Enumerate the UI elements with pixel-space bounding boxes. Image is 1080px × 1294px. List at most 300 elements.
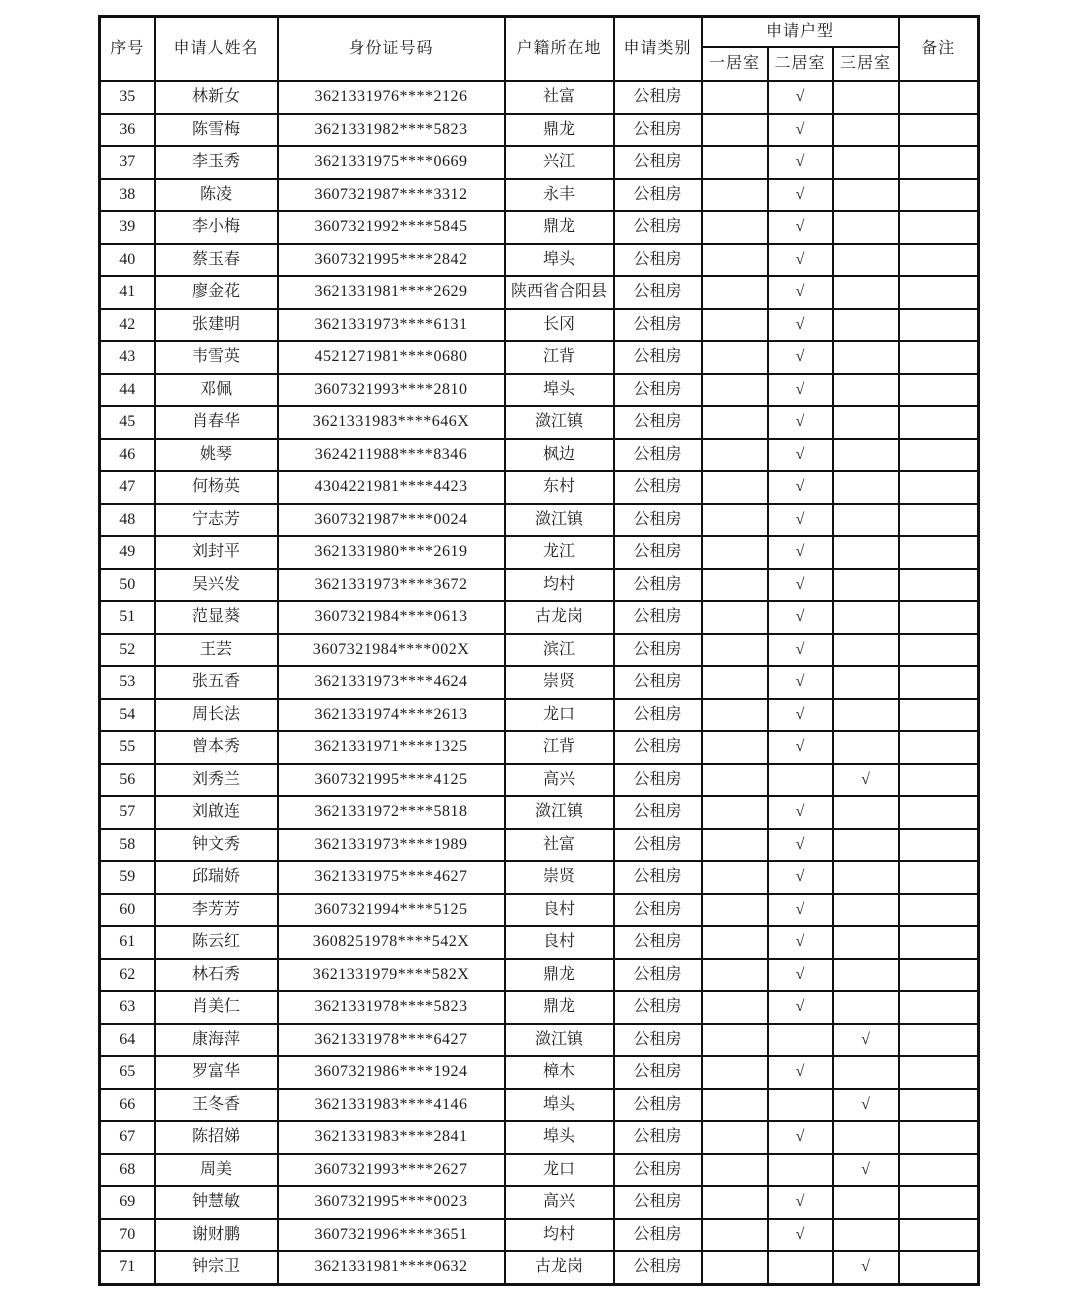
table-row	[100, 1121, 979, 1154]
cell-id: 3607321987****3312	[278, 179, 505, 212]
cell-remarks	[899, 1056, 979, 1089]
cell-residence: 江背	[505, 341, 614, 374]
cell-three	[833, 114, 899, 147]
cell-one	[702, 926, 768, 959]
cell-residence: 古龙岗	[505, 601, 614, 634]
cell-name: 钟宗卫	[155, 1251, 278, 1284]
cell-remarks	[899, 439, 979, 472]
cell-two: √	[768, 504, 833, 537]
cell-two: √	[768, 374, 833, 407]
cell-no: 53	[100, 666, 155, 699]
cell-one	[702, 1219, 768, 1252]
cell-category: 公租房	[614, 991, 702, 1024]
cell-two	[768, 1154, 833, 1187]
cell-two: √	[768, 1056, 833, 1089]
cell-three	[833, 244, 899, 277]
cell-id: 3607321995****0023	[278, 1186, 505, 1219]
cell-category: 公租房	[614, 536, 702, 569]
cell-one	[702, 666, 768, 699]
cell-three: √	[833, 1154, 899, 1187]
cell-two: √	[768, 244, 833, 277]
cell-residence: 永丰	[505, 179, 614, 212]
cell-remarks	[899, 634, 979, 667]
cell-one	[702, 309, 768, 342]
cell-residence: 高兴	[505, 1186, 614, 1219]
cell-name: 林新女	[155, 81, 278, 114]
cell-remarks	[899, 146, 979, 179]
cell-residence: 江背	[505, 731, 614, 764]
cell-no: 44	[100, 374, 155, 407]
cell-remarks	[899, 829, 979, 862]
cell-category: 公租房	[614, 374, 702, 407]
cell-residence: 东村	[505, 471, 614, 504]
cell-name: 周美	[155, 1154, 278, 1187]
cell-three: √	[833, 1251, 899, 1284]
cell-two: √	[768, 699, 833, 732]
cell-id: 3607321986****1924	[278, 1056, 505, 1089]
cell-three	[833, 341, 899, 374]
cell-remarks	[899, 1251, 979, 1284]
cell-id: 3621331973****4624	[278, 666, 505, 699]
cell-name: 廖金花	[155, 276, 278, 309]
cell-two: √	[768, 829, 833, 862]
cell-id: 3621331983****4146	[278, 1089, 505, 1122]
cell-id: 3607321993****2810	[278, 374, 505, 407]
cell-one	[702, 471, 768, 504]
cell-category: 公租房	[614, 894, 702, 927]
cell-three	[833, 536, 899, 569]
cell-name: 刘啟连	[155, 796, 278, 829]
cell-name: 肖春华	[155, 406, 278, 439]
table-row	[100, 406, 979, 439]
cell-one	[702, 991, 768, 1024]
cell-remarks	[899, 406, 979, 439]
cell-id: 3607321995****2842	[278, 244, 505, 277]
cell-two: √	[768, 926, 833, 959]
cell-residence: 龙江	[505, 536, 614, 569]
table-row	[100, 666, 979, 699]
cell-three	[833, 894, 899, 927]
cell-remarks	[899, 569, 979, 602]
cell-remarks	[899, 1154, 979, 1187]
cell-three	[833, 666, 899, 699]
table-row	[100, 504, 979, 537]
cell-residence: 高兴	[505, 764, 614, 797]
cell-category: 公租房	[614, 1186, 702, 1219]
cell-residence: 埠头	[505, 374, 614, 407]
cell-category: 公租房	[614, 341, 702, 374]
cell-no: 46	[100, 439, 155, 472]
cell-id: 3621331981****2629	[278, 276, 505, 309]
header-unit-type-group: 申请户型	[702, 17, 899, 48]
cell-id: 3607321987****0024	[278, 504, 505, 537]
cell-residence: 社富	[505, 81, 614, 114]
cell-two	[768, 1024, 833, 1057]
cell-residence: 社富	[505, 829, 614, 862]
cell-category: 公租房	[614, 1089, 702, 1122]
cell-one	[702, 764, 768, 797]
cell-no: 69	[100, 1186, 155, 1219]
cell-residence: 樟木	[505, 1056, 614, 1089]
cell-remarks	[899, 959, 979, 992]
cell-two	[768, 764, 833, 797]
table-row	[100, 1219, 979, 1252]
cell-no: 58	[100, 829, 155, 862]
table-row	[100, 179, 979, 212]
cell-three	[833, 1219, 899, 1252]
cell-remarks	[899, 666, 979, 699]
cell-residence: 均村	[505, 569, 614, 602]
cell-remarks	[899, 276, 979, 309]
header-id-number: 身份证号码	[278, 17, 505, 82]
cell-category: 公租房	[614, 959, 702, 992]
cell-name: 谢财鹏	[155, 1219, 278, 1252]
cell-two	[768, 1251, 833, 1284]
header-three-bedroom: 三居室	[833, 47, 899, 81]
cell-id: 3621331979****582X	[278, 959, 505, 992]
cell-residence: 陕西省合阳县	[505, 276, 614, 309]
cell-category: 公租房	[614, 211, 702, 244]
cell-three	[833, 81, 899, 114]
cell-residence: 鼎龙	[505, 211, 614, 244]
cell-three	[833, 796, 899, 829]
header-two-bedroom: 二居室	[768, 47, 833, 81]
cell-three	[833, 374, 899, 407]
table-row	[100, 829, 979, 862]
cell-id: 3607321993****2627	[278, 1154, 505, 1187]
cell-category: 公租房	[614, 731, 702, 764]
cell-no: 67	[100, 1121, 155, 1154]
cell-residence: 古龙岗	[505, 1251, 614, 1284]
cell-residence: 埠头	[505, 1121, 614, 1154]
cell-no: 43	[100, 341, 155, 374]
table-row	[100, 471, 979, 504]
cell-no: 64	[100, 1024, 155, 1057]
cell-remarks	[899, 536, 979, 569]
cell-no: 38	[100, 179, 155, 212]
cell-no: 55	[100, 731, 155, 764]
cell-residence: 龙口	[505, 699, 614, 732]
cell-three	[833, 829, 899, 862]
cell-three	[833, 569, 899, 602]
cell-one	[702, 406, 768, 439]
cell-residence: 滨江	[505, 634, 614, 667]
cell-no: 60	[100, 894, 155, 927]
cell-name: 李玉秀	[155, 146, 278, 179]
cell-remarks	[899, 1219, 979, 1252]
cell-remarks	[899, 861, 979, 894]
cell-category: 公租房	[614, 276, 702, 309]
cell-id: 3607321995****4125	[278, 764, 505, 797]
cell-category: 公租房	[614, 601, 702, 634]
cell-residence: 龙口	[505, 1154, 614, 1187]
cell-name: 韦雪英	[155, 341, 278, 374]
cell-two: √	[768, 471, 833, 504]
cell-remarks	[899, 179, 979, 212]
cell-id: 3621331980****2619	[278, 536, 505, 569]
cell-no: 70	[100, 1219, 155, 1252]
cell-category: 公租房	[614, 666, 702, 699]
cell-three	[833, 309, 899, 342]
cell-residence: 鼎龙	[505, 959, 614, 992]
cell-residence: 埠头	[505, 244, 614, 277]
cell-three	[833, 699, 899, 732]
cell-one	[702, 439, 768, 472]
cell-two: √	[768, 309, 833, 342]
cell-remarks	[899, 309, 979, 342]
cell-name: 张建明	[155, 309, 278, 342]
cell-two: √	[768, 406, 833, 439]
cell-id: 3621331975****4627	[278, 861, 505, 894]
table-header	[100, 17, 979, 82]
cell-three	[833, 926, 899, 959]
table-row	[100, 81, 979, 114]
cell-no: 68	[100, 1154, 155, 1187]
cell-two: √	[768, 1219, 833, 1252]
table-row	[100, 309, 979, 342]
cell-id: 3621331971****1325	[278, 731, 505, 764]
cell-two: √	[768, 146, 833, 179]
table-row	[100, 146, 979, 179]
cell-remarks	[899, 211, 979, 244]
cell-one	[702, 146, 768, 179]
cell-two: √	[768, 731, 833, 764]
cell-one	[702, 1154, 768, 1187]
cell-one	[702, 341, 768, 374]
cell-three	[833, 439, 899, 472]
cell-three	[833, 179, 899, 212]
cell-residence: 鼎龙	[505, 991, 614, 1024]
table-row	[100, 341, 979, 374]
cell-remarks	[899, 504, 979, 537]
cell-name: 陈雪梅	[155, 114, 278, 147]
cell-remarks	[899, 601, 979, 634]
cell-three	[833, 991, 899, 1024]
table-row	[100, 211, 979, 244]
cell-name: 吴兴发	[155, 569, 278, 602]
cell-one	[702, 276, 768, 309]
cell-one	[702, 1121, 768, 1154]
cell-category: 公租房	[614, 569, 702, 602]
cell-name: 王芸	[155, 634, 278, 667]
cell-no: 66	[100, 1089, 155, 1122]
cell-no: 35	[100, 81, 155, 114]
cell-name: 钟慧敏	[155, 1186, 278, 1219]
cell-residence: 埠头	[505, 1089, 614, 1122]
cell-name: 范显葵	[155, 601, 278, 634]
cell-no: 48	[100, 504, 155, 537]
cell-no: 50	[100, 569, 155, 602]
cell-one	[702, 374, 768, 407]
cell-name: 罗富华	[155, 1056, 278, 1089]
cell-category: 公租房	[614, 699, 702, 732]
cell-category: 公租房	[614, 1219, 702, 1252]
cell-name: 陈招娣	[155, 1121, 278, 1154]
cell-no: 52	[100, 634, 155, 667]
cell-one	[702, 179, 768, 212]
cell-two: √	[768, 179, 833, 212]
table-row	[100, 764, 979, 797]
cell-three	[833, 1056, 899, 1089]
cell-no: 61	[100, 926, 155, 959]
cell-id: 4521271981****0680	[278, 341, 505, 374]
cell-two: √	[768, 666, 833, 699]
cell-residence: 枫边	[505, 439, 614, 472]
cell-one	[702, 569, 768, 602]
cell-id: 3621331978****5823	[278, 991, 505, 1024]
cell-name: 王冬香	[155, 1089, 278, 1122]
cell-id: 3621331981****0632	[278, 1251, 505, 1284]
cell-id: 3624211988****8346	[278, 439, 505, 472]
table-row	[100, 536, 979, 569]
cell-two: √	[768, 536, 833, 569]
cell-remarks	[899, 1121, 979, 1154]
cell-category: 公租房	[614, 1056, 702, 1089]
table-row	[100, 699, 979, 732]
cell-category: 公租房	[614, 406, 702, 439]
table-row	[100, 731, 979, 764]
cell-id: 3621331973****6131	[278, 309, 505, 342]
cell-residence: 崇贤	[505, 861, 614, 894]
cell-name: 肖美仁	[155, 991, 278, 1024]
cell-id: 3621331975****0669	[278, 146, 505, 179]
header-application-category: 申请类别	[614, 17, 702, 82]
cell-no: 54	[100, 699, 155, 732]
cell-name: 陈云红	[155, 926, 278, 959]
cell-category: 公租房	[614, 471, 702, 504]
cell-residence: 潋江镇	[505, 1024, 614, 1057]
cell-id: 3621331983****646X	[278, 406, 505, 439]
table-body	[100, 81, 979, 1284]
cell-one	[702, 829, 768, 862]
cell-remarks	[899, 81, 979, 114]
table-row	[100, 276, 979, 309]
cell-three: √	[833, 1089, 899, 1122]
cell-remarks	[899, 341, 979, 374]
cell-id: 3621331976****2126	[278, 81, 505, 114]
cell-two: √	[768, 276, 833, 309]
cell-category: 公租房	[614, 1251, 702, 1284]
table-row	[100, 601, 979, 634]
cell-name: 李芳芳	[155, 894, 278, 927]
cell-id: 3621331982****5823	[278, 114, 505, 147]
cell-residence: 均村	[505, 1219, 614, 1252]
cell-no: 47	[100, 471, 155, 504]
cell-name: 张五香	[155, 666, 278, 699]
cell-category: 公租房	[614, 764, 702, 797]
cell-residence: 良村	[505, 894, 614, 927]
cell-no: 62	[100, 959, 155, 992]
cell-remarks	[899, 894, 979, 927]
cell-one	[702, 601, 768, 634]
header-one-bedroom: 一居室	[702, 47, 768, 81]
table-row	[100, 959, 979, 992]
cell-no: 40	[100, 244, 155, 277]
cell-one	[702, 114, 768, 147]
cell-three	[833, 634, 899, 667]
cell-name: 周长法	[155, 699, 278, 732]
cell-one	[702, 699, 768, 732]
cell-category: 公租房	[614, 796, 702, 829]
cell-name: 刘秀兰	[155, 764, 278, 797]
cell-residence: 鼎龙	[505, 114, 614, 147]
cell-two: √	[768, 341, 833, 374]
cell-three	[833, 276, 899, 309]
cell-one	[702, 211, 768, 244]
table-row	[100, 374, 979, 407]
table-row	[100, 1186, 979, 1219]
cell-category: 公租房	[614, 309, 702, 342]
cell-category: 公租房	[614, 179, 702, 212]
cell-category: 公租房	[614, 1121, 702, 1154]
cell-one	[702, 1056, 768, 1089]
table-row	[100, 796, 979, 829]
table-row	[100, 1251, 979, 1284]
cell-remarks	[899, 374, 979, 407]
cell-name: 刘封平	[155, 536, 278, 569]
cell-residence: 长冈	[505, 309, 614, 342]
cell-remarks	[899, 1024, 979, 1057]
cell-one	[702, 959, 768, 992]
table-row	[100, 114, 979, 147]
cell-residence: 崇贤	[505, 666, 614, 699]
cell-category: 公租房	[614, 1024, 702, 1057]
cell-name: 陈凌	[155, 179, 278, 212]
table-row	[100, 926, 979, 959]
cell-no: 37	[100, 146, 155, 179]
cell-three	[833, 1186, 899, 1219]
cell-one	[702, 536, 768, 569]
cell-id: 3621331972****5818	[278, 796, 505, 829]
cell-id: 3608251978****542X	[278, 926, 505, 959]
cell-three	[833, 504, 899, 537]
cell-id: 3621331973****3672	[278, 569, 505, 602]
cell-remarks	[899, 796, 979, 829]
cell-two: √	[768, 991, 833, 1024]
cell-remarks	[899, 764, 979, 797]
cell-residence: 潋江镇	[505, 796, 614, 829]
cell-remarks	[899, 244, 979, 277]
table-row	[100, 634, 979, 667]
cell-residence: 潋江镇	[505, 406, 614, 439]
table-row	[100, 1056, 979, 1089]
table-row	[100, 1089, 979, 1122]
cell-name: 康海萍	[155, 1024, 278, 1057]
cell-one	[702, 244, 768, 277]
cell-two: √	[768, 601, 833, 634]
cell-name: 邓佩	[155, 374, 278, 407]
cell-category: 公租房	[614, 861, 702, 894]
cell-two: √	[768, 211, 833, 244]
cell-name: 李小梅	[155, 211, 278, 244]
table-row	[100, 439, 979, 472]
cell-three	[833, 959, 899, 992]
table-row	[100, 991, 979, 1024]
cell-category: 公租房	[614, 1154, 702, 1187]
cell-id: 3621331983****2841	[278, 1121, 505, 1154]
cell-id: 3621331973****1989	[278, 829, 505, 862]
cell-id: 3607321996****3651	[278, 1219, 505, 1252]
cell-two: √	[768, 439, 833, 472]
cell-one	[702, 731, 768, 764]
cell-one	[702, 894, 768, 927]
cell-two	[768, 1089, 833, 1122]
cell-remarks	[899, 731, 979, 764]
cell-two: √	[768, 569, 833, 602]
cell-no: 56	[100, 764, 155, 797]
cell-three	[833, 146, 899, 179]
cell-id: 3607321984****0613	[278, 601, 505, 634]
